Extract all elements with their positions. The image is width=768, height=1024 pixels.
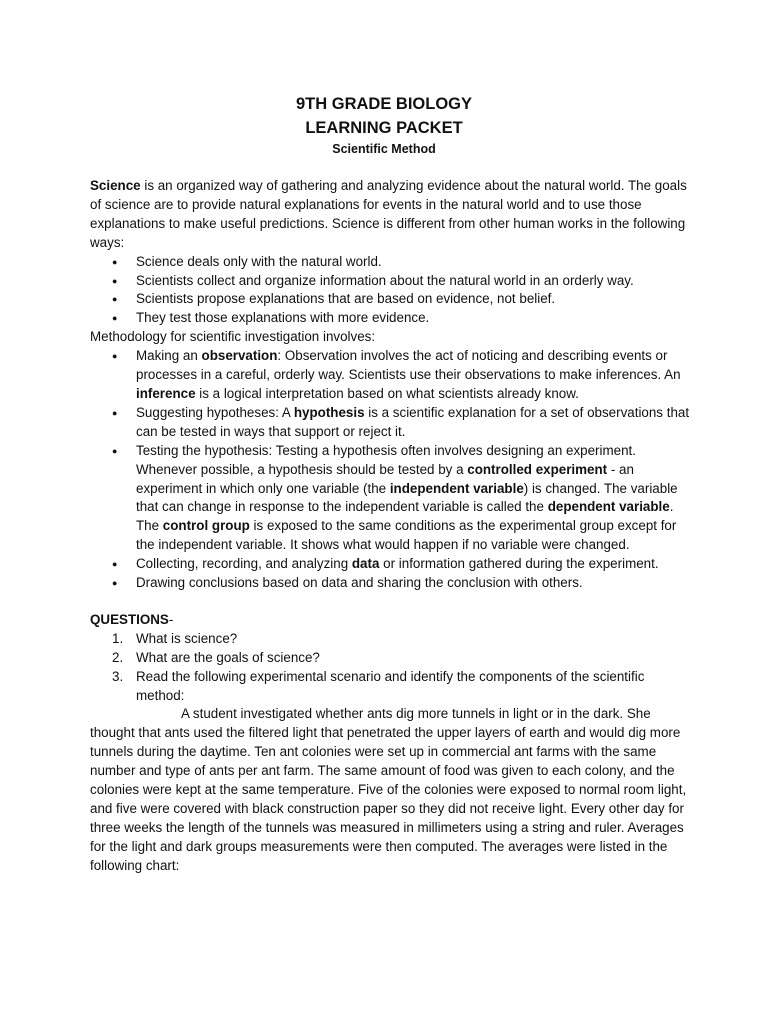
questions-heading: QUESTIONS- bbox=[90, 611, 174, 627]
methodology-intro: Methodology for scientific investigation involves: bbox=[90, 329, 376, 345]
list-item: ● Scientists propose explanations that are based on evidence, not belief. bbox=[90, 290, 690, 309]
page-title-line2: LEARNING PACKET bbox=[305, 119, 463, 137]
list-item: ● They test those explanations with more evidence. bbox=[90, 309, 690, 328]
term-dependent-variable: dependent variable bbox=[547, 499, 670, 515]
intro-paragraph bbox=[90, 177, 690, 253]
list-item: ● Science deals only with the natural world. bbox=[90, 253, 690, 272]
experiment-scenario: A student investigated whether ants dig more tunnels in light or in the dark. She thought that ants used the filtered light that penetrated the upper layers of earth and would dig more tunnels during the daytime. Ten ant colonies were set up in commercial ant farms with the same number and type of ants per ant farm. The same amount of food was given to each colony, and the colonies were kept at the same temperature. Five of the colonies were exposed to normal room light, and five were covered with black construction paper so they did not receive light. Every other day for three weeks the length of the tunnels was measured in millimeters using a string and ruler. Averages for the light and dark groups measurements were then computed. The averages were listed in the following chart: bbox=[90, 706, 687, 873]
list-item-conclusions: ● Drawing conclusions based on data and sharing the conclusion with others. bbox=[90, 574, 690, 593]
question-item: 3. Read the following experimental scenario and identify the components of the scientific method: bbox=[112, 668, 645, 703]
term-independent-variable: independent variable bbox=[389, 480, 524, 496]
question-item: 1. What is science? bbox=[112, 630, 238, 646]
science-ways-list bbox=[90, 253, 690, 329]
term-control-group: control group bbox=[162, 518, 250, 534]
question-item: 2. What are the goals of science? bbox=[112, 649, 320, 665]
document-body bbox=[90, 177, 690, 876]
list-item-hypothesis: ● Suggesting hypotheses: A hypothesis is a scientific explanation for a set of observations that can be tested in ways that support or reject it. bbox=[90, 404, 690, 442]
list-item-testing: ● Testing the hypothesis: Testing a hypothesis often involves designing an experiment. Whenever possible, a hypothesis should be tested by a controlled experiment - an experiment in which only one variable (the independent variable) is changed. The variable that can change in response to the independent variable is called the dependent variable. The control group is exposed to the same conditions as the experimental group except for the independent variable. It shows what would happen if no variable were changed. bbox=[90, 442, 690, 555]
page-subtitle: Scientific Method bbox=[332, 142, 436, 156]
term-controlled-experiment: controlled experiment bbox=[467, 461, 608, 477]
term-hypothesis: hypothesis bbox=[293, 404, 365, 420]
term-data: data bbox=[351, 556, 380, 572]
list-item-data: ● Collecting, recording, and analyzing data or information gathered during the experiment. bbox=[90, 555, 690, 574]
term-science: Science bbox=[90, 178, 141, 193]
questions-list bbox=[90, 630, 690, 706]
list-item: ● Scientists collect and organize information about the natural world in an orderly way. bbox=[90, 272, 690, 291]
term-inference: inference bbox=[136, 385, 196, 401]
methodology-list bbox=[90, 347, 690, 593]
term-observation: observation bbox=[201, 348, 278, 364]
intro-text: is an organized way of gathering and analyzing evidence about the natural world. The goals of science are to provide natural explanations for events in the natural world and to use those explanations to make useful predictions. Science is different from other human works in the following ways: bbox=[90, 178, 687, 250]
page-title: 9TH GRADE BIOLOGY bbox=[295, 95, 472, 113]
list-item-observation: ● Making an observation: Observation involves the act of noticing and describing events or processes in a careful, orderly way. Scientists use their observations to make inferences. An inference is a logical interpretation based on what scientists already know. bbox=[90, 347, 690, 404]
